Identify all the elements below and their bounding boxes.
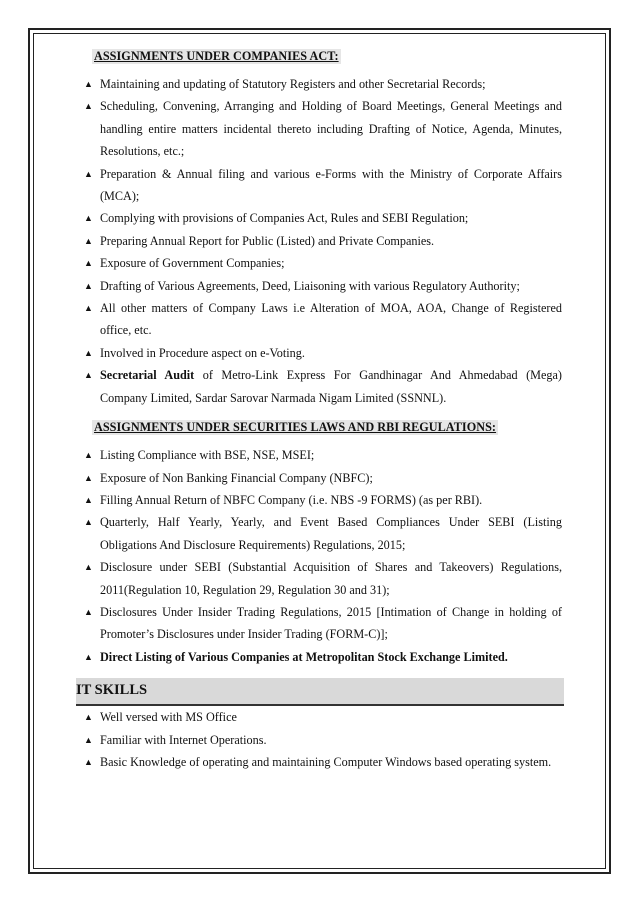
list-item — [78, 73, 562, 95]
list-item-text: Listing Compliance with BSE, NSE, MSEI; — [100, 448, 315, 463]
companies-act-list — [78, 73, 562, 409]
securities-section — [78, 418, 562, 668]
companies-act-section — [78, 47, 562, 409]
triangle-bullet-icon: ▲ — [84, 258, 93, 269]
list-item-text: Familiar with Internet Operations. — [100, 732, 267, 747]
direct-listing-text: Direct Listing of Various Companies at Metropolitan Stock Exchange Limited. — [100, 649, 508, 664]
list-item — [78, 489, 562, 511]
triangle-bullet-icon: ▲ — [84, 280, 93, 291]
list-item — [78, 706, 562, 728]
securities-heading: ASSIGNMENTS UNDER SECURITIES LAWS AND RBI REGULATIONS: — [94, 420, 497, 435]
list-item-text: Quarterly, Half Yearly, Yearly, and Event Based Compliances Under SEBI (Listing Obligations And Disclosure Requirements) Regulations, 2015; — [100, 515, 562, 552]
list-item-text: Involved in Procedure aspect on e-Voting. — [100, 345, 305, 360]
triangle-bullet-icon: ▲ — [84, 517, 93, 528]
list-item — [78, 163, 562, 208]
list-item-text: Filling Annual Return of NBFC Company (i.e. NBS -9 FORMS) (as per RBI). — [100, 492, 483, 507]
list-item — [78, 556, 562, 601]
list-item-text: Preparation & Annual filing and various e-Forms with the Ministry of Corporate Affairs (MCA); — [100, 166, 562, 204]
triangle-bullet-icon: ▲ — [84, 494, 93, 505]
list-item — [78, 729, 562, 751]
it-skills-heading: IT SKILLS — [76, 682, 148, 699]
it-skills-list — [78, 706, 562, 773]
list-item-text: Basic Knowledge of operating and maintaining Computer Windows based operating system. — [100, 754, 552, 769]
secretarial-audit-label: Secretarial Audit — [100, 368, 195, 383]
list-item — [78, 444, 562, 466]
list-item-text: of Metro-Link Express For Gandhinagar And Ahmedabad (Mega) Company Limited, Sardar Sarovar Narmada Nigam Limited (SSNNL). — [100, 368, 562, 405]
companies-act-heading: ASSIGNMENTS UNDER COMPANIES ACT: — [94, 49, 339, 63]
list-item-text: Maintaining and updating of Statutory Registers and other Secretarial Records; — [100, 77, 486, 91]
list-item — [78, 95, 562, 162]
list-item-text: Disclosures Under Insider Trading Regulations, 2015 [Intimation of Change in holding of Promoter’s Disclosures under Insider Trading (FORM-C)]; — [100, 604, 562, 642]
list-item — [78, 275, 562, 297]
triangle-bullet-icon: ▲ — [84, 370, 93, 381]
list-item-text: Preparing Annual Report for Public (Listed) and Private Companies. — [100, 233, 435, 248]
list-item-text: Exposure of Government Companies; — [100, 256, 285, 271]
list-item — [78, 646, 562, 668]
list-item — [78, 252, 562, 274]
list-item — [78, 342, 562, 364]
triangle-bullet-icon: ▲ — [84, 756, 93, 767]
list-item — [78, 467, 562, 489]
list-item — [78, 207, 562, 229]
list-item — [78, 751, 562, 773]
triangle-bullet-icon: ▲ — [84, 450, 93, 461]
list-item-text: Well versed with MS Office — [100, 710, 237, 725]
list-item — [78, 297, 562, 342]
triangle-bullet-icon: ▲ — [84, 472, 93, 483]
list-item-text: Complying with provisions of Companies Act, Rules and SEBI Regulation; — [100, 211, 469, 226]
triangle-bullet-icon: ▲ — [84, 235, 93, 246]
list-item-text: Disclosure under SEBI (Substantial Acquisition of Shares and Takeovers) Regulations, 2011(Regulation 10, Regulation 29, Regulation 30 and 31); — [100, 560, 562, 597]
list-item — [78, 230, 562, 252]
list-item — [78, 364, 562, 409]
securities-list — [78, 444, 562, 668]
triangle-bullet-icon: ▲ — [84, 303, 93, 314]
triangle-bullet-icon: ▲ — [84, 168, 93, 179]
triangle-bullet-icon: ▲ — [84, 79, 93, 89]
triangle-bullet-icon: ▲ — [84, 606, 93, 617]
triangle-bullet-icon: ▲ — [84, 213, 93, 224]
list-item — [78, 601, 562, 646]
triangle-bullet-icon: ▲ — [84, 651, 93, 662]
list-item-text: Scheduling, Convening, Arranging and Holding of Board Meetings, General Meetings and handling entire matters incidental thereto including Drafting of Notice, Agenda, Minutes, Resolutions, etc.; — [100, 99, 562, 159]
triangle-bullet-icon: ▲ — [84, 101, 93, 112]
triangle-bullet-icon: ▲ — [84, 347, 93, 358]
triangle-bullet-icon: ▲ — [84, 562, 93, 573]
triangle-bullet-icon: ▲ — [84, 712, 93, 723]
list-item-text: All other matters of Company Laws i.e Alteration of MOA, AOA, Change of Registered office, etc. — [100, 301, 562, 338]
triangle-bullet-icon: ▲ — [84, 734, 93, 745]
it-skills-heading-band — [76, 678, 564, 706]
list-item-text: Exposure of Non Banking Financial Company (NBFC); — [100, 470, 373, 485]
resume-content — [78, 47, 562, 773]
list-item-text: Drafting of Various Agreements, Deed, Liaisoning with various Regulatory Authority; — [100, 278, 520, 293]
list-item — [78, 511, 562, 556]
